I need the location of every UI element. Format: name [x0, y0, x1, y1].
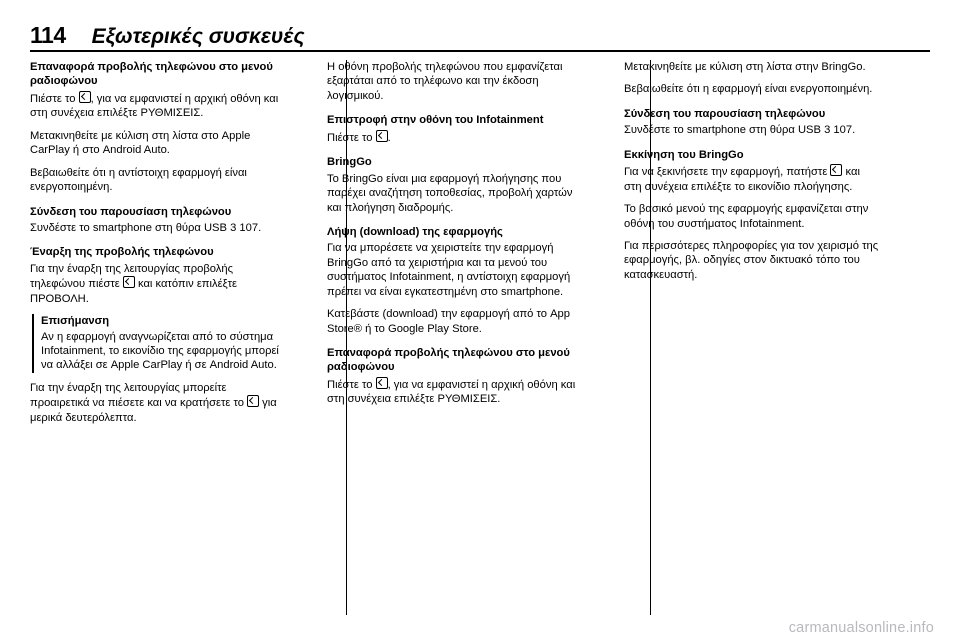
page-title-text: Εξωτερικές συσκευές — [91, 25, 305, 48]
paragraph-text-before: Για την έναρξη της λειτουργίας προβολής τηλεφώνου πιέστε — [30, 262, 234, 291]
page-header — [30, 14, 930, 52]
paragraph-text-after: . — [387, 131, 391, 144]
paragraph — [624, 164, 879, 194]
paragraph: Συνδέστε το smartphone στη θύρα USB 3 107. — [624, 124, 856, 137]
paragraph-text-before: Για την έναρξη της λειτουργίας μπορείτε προαιρετικά να πιέσετε και να κρατήσετε το — [30, 381, 248, 410]
paragraph: Η οθόνη προβολής τηλεφώνου που εμφανίζεται εξαρτάται από το τηλέφωνο και την έκδοση λογισμικού. — [327, 61, 563, 102]
page-number: 114 — [30, 22, 66, 48]
section-heading: Επαναφορά προβολής τηλεφώνου στο μενού ραδιοφώνου — [327, 347, 570, 374]
paragraph — [327, 377, 582, 407]
paragraph: Μετακινηθείτε με κύλιση στη λίστα στην BringGo. — [624, 61, 866, 73]
paragraph: Το BringGo είναι μια εφαρμογή πλοήγησης που παρέχει αναζήτηση τοποθεσίας, προβολή χαρτών και πλοήγηση διαδρομής. — [327, 172, 573, 214]
paragraph-text-after: , για να εμφανιστεί η αρχική οθόνη και στη συνέχεια επιλέξτε ΡΥΘΜΙΣΕΙΣ. — [327, 378, 576, 406]
paragraph-text-before: Για να ξεκινήσετε την εφαρμογή, πατήστε — [624, 166, 831, 179]
note-text: Αν η εφαρμογή αναγνωρίζεται από το σύστημα Infotainment, το εικονίδιο της εφαρμογής μπορεί να αλλάξει σε Apple CarPlay ή σε Android Auto. — [41, 330, 279, 372]
column-1 — [30, 60, 293, 615]
paragraph: Κατεβάστε (download) την εφαρμογή από το App Store® ή το Google Play Store. — [327, 308, 571, 335]
home-icon — [247, 395, 259, 407]
paragraph-text-before: Πιέστε το — [30, 92, 79, 105]
home-icon — [830, 164, 842, 176]
page-title — [92, 26, 305, 47]
paragraph-text-before: Πιέστε το — [327, 378, 376, 391]
home-icon — [79, 91, 91, 103]
paragraph-text-before: Πιέστε το — [327, 131, 376, 144]
section-heading: Εκκίνηση του BringGo — [624, 148, 744, 161]
home-icon — [376, 377, 388, 389]
paragraph — [30, 262, 285, 306]
paragraph-text-after: , για να εμφανιστεί η αρχική οθόνη και στη συνέχεια επιλέξτε ΡΥΘΜΙΣΕΙΣ. — [30, 92, 279, 120]
note-title: Επισήμανση — [41, 315, 110, 328]
section-heading: BringGo — [327, 156, 372, 169]
paragraph: Συνδέστε το smartphone στη θύρα USB 3 107. — [30, 221, 262, 234]
paragraph — [30, 91, 285, 121]
section-heading: Επιστροφή στην οθόνη του Infotainment — [327, 114, 544, 127]
paragraph: Για περισσότερες πληροφορίες για τον χειρισμό της εφαρμογής, βλ. οδηγίες στον δικτυακό τόπο του κατασκευαστή. — [624, 239, 879, 281]
section-heading: Λήψη (download) της εφαρμογής — [327, 225, 503, 238]
note-box — [32, 314, 285, 373]
paragraph-text-after: για μερικά δευτερόλεπτα. — [30, 397, 277, 424]
section-heading: Επαναφορά προβολής τηλεφώνου στο μενού ραδιοφώνου — [30, 61, 273, 88]
paragraph-text-after: και στη συνέχεια επιλέξτε το εικονίδιο πλοήγησης. — [624, 166, 860, 193]
column-2 — [293, 60, 590, 615]
paragraph: Βεβαιωθείτε ότι η αντίστοιχη εφαρμογή είναι ενεργοποιημένη. — [30, 166, 247, 194]
paragraph-text-after: και κατόπιν επιλέξτε ΠΡΟΒΟΛΗ. — [30, 278, 238, 305]
column-3 — [590, 60, 887, 615]
home-icon — [376, 130, 388, 142]
page-columns — [30, 60, 930, 615]
section-heading: Σύνδεση του παρουσίαση τηλεφώνου — [30, 205, 232, 218]
paragraph: Το βασικό μενού της εφαρμογής εμφανίζεται στην οθόνη του συστήματος Infotainment. — [624, 203, 869, 230]
home-icon — [123, 276, 135, 288]
paragraph: Βεβαιωθείτε ότι η εφαρμογή είναι ενεργοποιημένη. — [624, 83, 873, 96]
paragraph — [30, 381, 285, 425]
section-heading: Έναρξη της προβολής τηλεφώνου — [30, 246, 214, 259]
paragraph — [327, 130, 582, 145]
paragraph: Για να μπορέσετε να χειριστείτε την εφαρμογή BringGo από τα χειριστήρια και τα μενού του συστήματος Infotainment, η αντίστοιχη εφαρμογή πρέπει να είναι εγκατεστημένη στο smartphone. — [327, 242, 571, 298]
watermark: carmanualsonline.info — [788, 620, 934, 636]
section-heading: Σύνδεση του παρουσίαση τηλεφώνου — [624, 107, 826, 120]
paragraph: Μετακινηθείτε με κύλιση στη λίστα στο Apple CarPlay ή στο Android Auto. — [30, 129, 251, 157]
